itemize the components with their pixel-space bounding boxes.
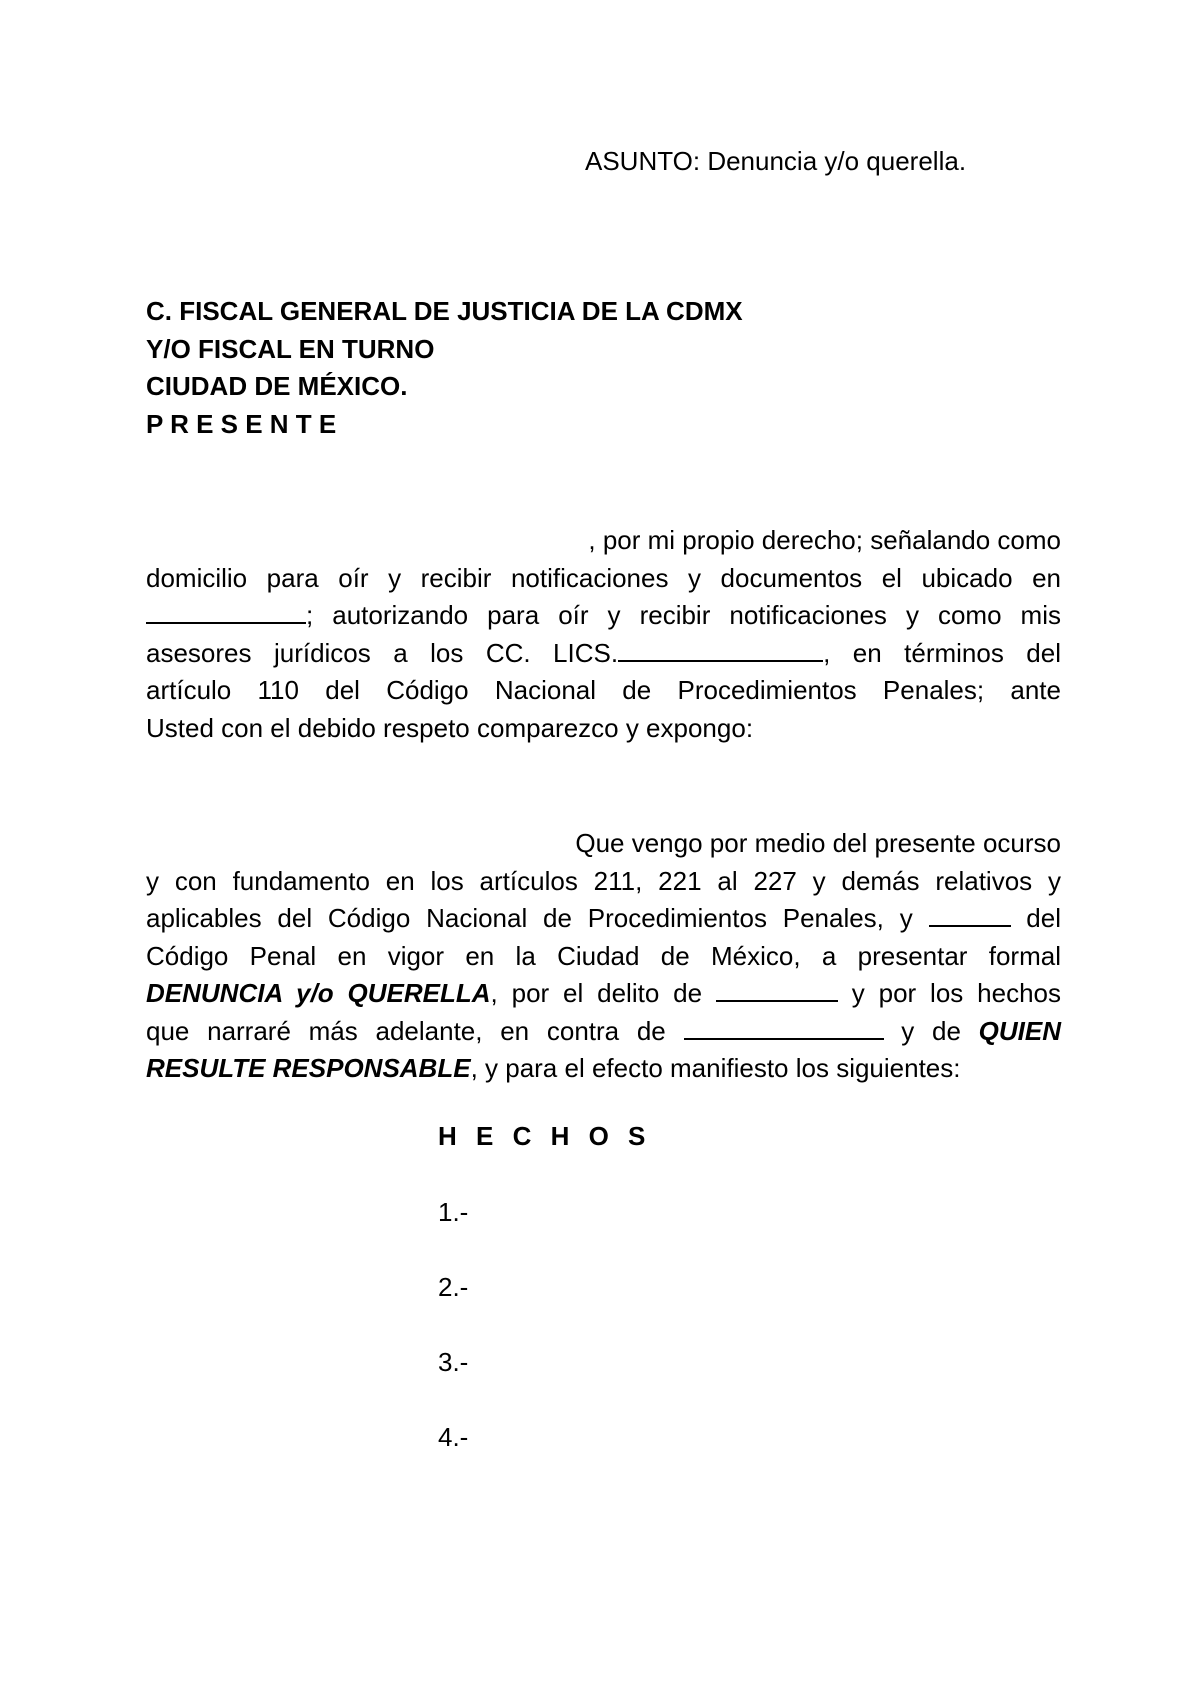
body-line-7: RESULTE RESPONSABLE, y para el efecto manifiesto los siguientes:: [146, 1053, 961, 1083]
addressee-line-3: CIUDAD DE MÉXICO.: [146, 371, 408, 401]
blank-en-contra-de: [684, 1016, 884, 1040]
addressee-line-1: C. FISCAL GENERAL DE JUSTICIA DE LA CDMX: [146, 296, 743, 326]
intro-line-4: asesores jurídicos a los CC. LICS. , en términos del: [146, 637, 1061, 668]
intro-paragraph: [146, 522, 1061, 747]
addressee-presente: P R E S E N T E: [146, 409, 337, 439]
body-line-6: que narraré más adelante, en contra de y de QUIEN: [146, 1015, 1061, 1046]
blank-delito: [716, 978, 838, 1002]
body-line-3: aplicables del Código Nacional de Procedimientos Penales, y del: [146, 903, 1061, 933]
intro-line-2: domicilio para oír y recibir notificaciones y documentos el ubicado en: [146, 562, 1061, 593]
body-line-2: y con fundamento en los artículos 211, 221 al 227 y demás relativos y: [146, 865, 1061, 896]
addressee-line-2: Y/O FISCAL EN TURNO: [146, 334, 435, 364]
blank-domicilio: [146, 600, 306, 624]
hecho-item-4: 4.-: [438, 1422, 469, 1452]
body-paragraph: [146, 825, 1061, 1088]
hechos-heading: H E C H O S: [438, 1121, 652, 1151]
body-line-4: Código Penal en vigor en la Ciudad de México, a presentar formal: [146, 940, 1061, 971]
hecho-item-3: 3.-: [438, 1347, 469, 1377]
body-line-1: Que vengo por medio del presente ocurso: [575, 828, 1061, 858]
intro-line-6: Usted con el debido respeto comparezco y expongo:: [146, 712, 754, 743]
intro-line-1: , por mi propio derecho; señalando como: [588, 525, 1061, 555]
asunto-line: ASUNTO: Denuncia y/o querella.: [585, 146, 967, 176]
body-line-5: DENUNCIA y/o QUERELLA, por el delito de y por los hechos: [146, 978, 1061, 1008]
hecho-item-1: 1.-: [438, 1197, 469, 1227]
blank-licenciados: [618, 638, 823, 662]
hecho-item-2: 2.-: [438, 1272, 469, 1302]
intro-line-3: ; autorizando para oír y recibir notificaciones y como mis: [146, 597, 1061, 635]
intro-line-5: artículo 110 del Código Nacional de Procedimientos Penales; ante: [146, 675, 1061, 705]
blank-codigo-penal: [929, 903, 1011, 927]
